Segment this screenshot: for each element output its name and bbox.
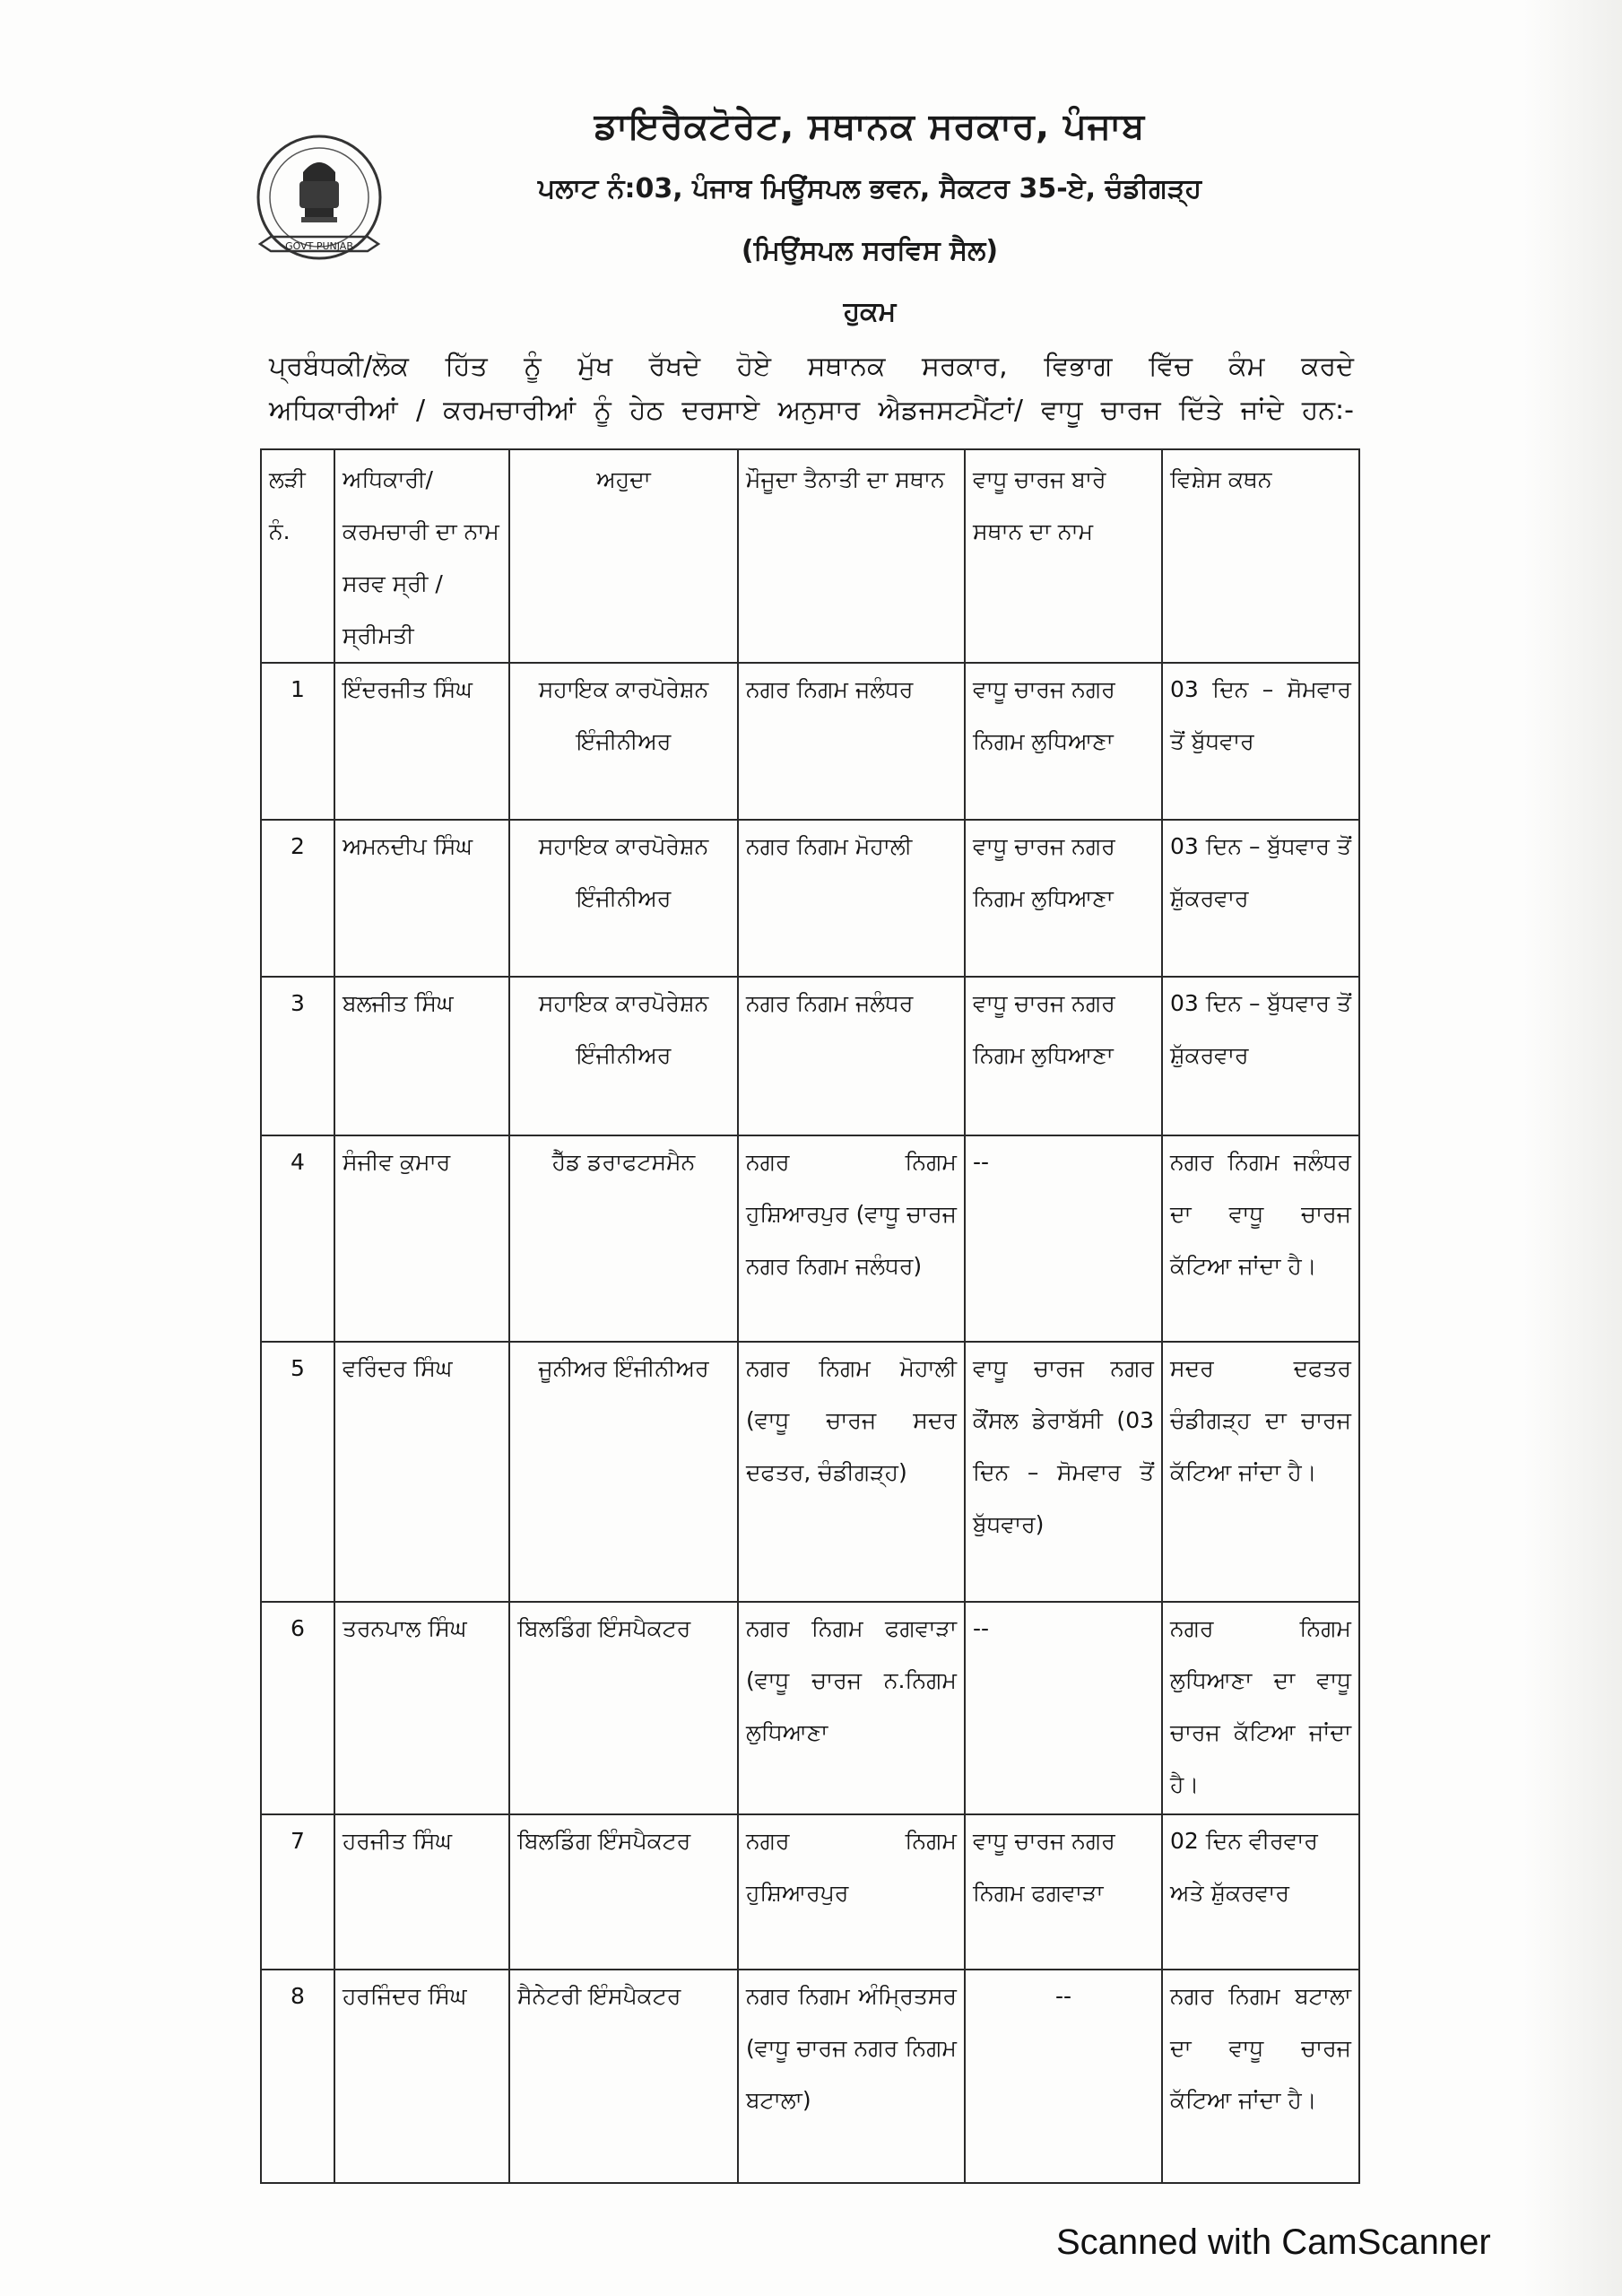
cell-post: ਬਿਲਡਿੰਗ ਇੰਸਪੈਕਟਰ: [509, 1602, 738, 1814]
cell-sr: 6: [261, 1602, 334, 1814]
emblem-text: GOVT PUNJAB: [285, 240, 353, 252]
cell-post: ਹੈੱਡ ਡਰਾਫਟਸਮੈਨ: [509, 1135, 738, 1342]
cell-sr: 4: [261, 1135, 334, 1342]
remarks-text: 03 ਦਿਨ – ਬੁੱਧਵਾਰ ਤੋਂ ਸ਼ੁੱਕਰਵਾਰ: [1170, 833, 1351, 911]
header-remarks: ਵਿਸ਼ੇਸ ਕਥਨ: [1162, 449, 1359, 663]
cell-name: ਇੰਦਰਜੀਤ ਸਿੰਘ: [334, 663, 509, 820]
cell-name: ਵਰਿੰਦਰ ਸਿੰਘ: [334, 1342, 509, 1602]
cell-remarks: 02 ਦਿਨ ਵੀਰਵਾਰ ਅਤੇ ਸ਼ੁੱਕਰਵਾਰ: [1162, 1814, 1359, 1970]
cell-sr: 2: [261, 820, 334, 977]
cell-post: ਬਿਲਡਿੰਗ ਇੰਸਪੈਕਟਰ: [509, 1814, 738, 1970]
table-row: [261, 1342, 1359, 1602]
header-sr: ਲੜੀ ਨੰ.: [261, 449, 334, 663]
cell-post: ਸੈਨੇਟਰੀ ਇੰਸਪੈਕਟਰ: [509, 1970, 738, 2183]
remarks-text: ਨਗਰ ਨਿਗਮ ਲੁਧਿਆਣਾ ਦਾ ਵਾਧੂ ਚਾਰਜ ਕੱਟਿਆ ਜਾਂਦਾ ਹੈ।: [1170, 1615, 1351, 1797]
extra-text: ਵਾਧੂ ਚਾਰਜ ਨਗਰ ਕੌਂਸਲ ਡੇਰਾਬੱਸੀ (03 ਦਿਨ – ਸੋਮਵਾਰ ਤੋਂ ਬੁੱਧਵਾਰ): [973, 1355, 1154, 1537]
cell-current: [738, 1135, 965, 1342]
state-emblem-icon: [240, 126, 398, 296]
cell-remarks: [1162, 1342, 1359, 1602]
cell-name: ਤਰਨਪਾਲ ਸਿੰਘ: [334, 1602, 509, 1814]
cell-current: ਨਗਰ ਨਿਗਮ ਜਲੰਧਰ: [738, 663, 965, 820]
page-title: ਡਾਇਰੈਕਟੋਰੇਟ, ਸਥਾਨਕ ਸਰਕਾਰ, ਪੰਜਾਬ: [594, 106, 1146, 147]
table-row: [261, 1135, 1359, 1342]
intro-line-2: ਅਧਿਕਾਰੀਆਂ / ਕਰਮਚਾਰੀਆਂ ਨੂੰ ਹੇਠ ਦਰਸਾਏ ਅਨੁਸਾਰ ਐਡਜਸਟਮੈਂਟਾਂ/ ਵਾਧੂ ਚਾਰਜ ਦਿੱਤੇ ਜਾਂਦੇ ਹਨ:-: [269, 395, 1354, 426]
cell-name: ਹਰਜਿੰਦਰ ਸਿੰਘ: [334, 1970, 509, 2183]
cell-current: [738, 1342, 965, 1602]
current-text: ਨਗਰ ਨਿਗਮ ਹੁਸ਼ਿਆਰਪੁਰ: [746, 1828, 957, 1906]
table-row: [261, 820, 1359, 977]
table-header-row: [261, 449, 1359, 663]
header-current: ਮੌਜੂਦਾ ਤੈਨਾਤੀ ਦਾ ਸਥਾਨ: [738, 449, 965, 663]
cell-current: ਨਗਰ ਨਿਗਮ ਜਲੰਧਰ: [738, 977, 965, 1135]
camscanner-watermark: Scanned with CamScanner: [1056, 2222, 1491, 2262]
remarks-text: ਸਦਰ ਦਫਤਰ ਚੰਡੀਗੜ੍ਹ ਦਾ ਚਾਰਜ ਕੱਟਿਆ ਜਾਂਦਾ ਹੈ।: [1170, 1355, 1351, 1485]
cell-sr: 1: [261, 663, 334, 820]
cell-current: [738, 1602, 965, 1814]
cell-extra: --: [965, 1970, 1162, 2183]
cell-name: ਅਮਨਦੀਪ ਸਿੰਘ: [334, 820, 509, 977]
intro-line-1: ਪ੍ਰਬੰਧਕੀ/ਲੋਕ ਹਿੱਤ ਨੂੰ ਮੁੱਖ ਰੱਖਦੇ ਹੋਏ ਸਥਾਨਕ ਸਰਕਾਰ, ਵਿਭਾਗ ਵਿੱਚ ਕੰਮ ਕਰਦੇ: [269, 351, 1354, 382]
cell-extra: ਵਾਧੂ ਚਾਰਜ ਨਗਰ ਨਿਗਮ ਲੁਧਿਆਣਾ: [965, 663, 1162, 820]
current-text: ਨਗਰ ਨਿਗਮ ਹੁਸ਼ਿਆਰਪੁਰ (ਵਾਧੂ ਚਾਰਜ ਨਗਰ ਨਿਗਮ ਜਲੰਧਰ): [746, 1149, 957, 1279]
cell-name: ਸੰਜੀਵ ਕੁਮਾਰ: [334, 1135, 509, 1342]
cell-post: ਸਹਾਇਕ ਕਾਰਪੋਰੇਸ਼ਨ ਇੰਜੀਨੀਅਰ: [509, 820, 738, 977]
header-extra: ਵਾਧੂ ਚਾਰਜ ਬਾਰੇ ਸਥਾਨ ਦਾ ਨਾਮ: [965, 449, 1162, 663]
table-row: [261, 1970, 1359, 2183]
cell-current: ਨਗਰ ਨਿਗਮ ਮੋਹਾਲੀ: [738, 820, 965, 977]
remarks-text: 03 ਦਿਨ – ਸੋਮਵਾਰ ਤੋਂ ਬੁੱਧਵਾਰ: [1170, 676, 1351, 754]
current-text: ਨਗਰ ਨਿਗਮ ਫਗਵਾੜਾ (ਵਾਧੂ ਚਾਰਜ ਨ.ਨਿਗਮ ਲੁਧਿਆਣਾ: [746, 1615, 957, 1745]
cell-sr: 5: [261, 1342, 334, 1602]
cell-remarks: [1162, 1970, 1359, 2183]
cell-current: [738, 1814, 965, 1970]
remarks-text: ਨਗਰ ਨਿਗਮ ਜਲੰਧਰ ਦਾ ਵਾਧੂ ਚਾਰਜ ਕੱਟਿਆ ਜਾਂਦਾ ਹੈ।: [1170, 1149, 1351, 1279]
current-text: ਨਗਰ ਨਿਗਮ ਅੰਮ੍ਰਿਤਸਰ (ਵਾਧੂ ਚਾਰਜ ਨਗਰ ਨਿਗਮ ਬਟਾਲਾ): [746, 1983, 957, 2113]
cell-extra: ਵਾਧੂ ਚਾਰਜ ਨਗਰ ਨਿਗਮ ਲੁਧਿਆਣਾ: [965, 820, 1162, 977]
table-row: [261, 1814, 1359, 1970]
cell-extra: ਵਾਧੂ ਚਾਰਜ ਨਗਰ ਨਿਗਮ ਫਗਵਾੜਾ: [965, 1814, 1162, 1970]
cell-remarks: [1162, 820, 1359, 977]
header-name: ਅਧਿਕਾਰੀ/ ਕਰਮਚਾਰੀ ਦਾ ਨਾਮ ਸਰਵ ਸ੍ਰੀ /ਸ੍ਰੀਮਤੀ: [334, 449, 509, 663]
cell-post: ਸਹਾਇਕ ਕਾਰਪੋਰੇਸ਼ਨ ਇੰਜੀਨੀਅਰ: [509, 663, 738, 820]
table-row: [261, 977, 1359, 1135]
scan-edge-shadow: [1523, 0, 1622, 2296]
cell-sr: 8: [261, 1970, 334, 2183]
table-row: [261, 663, 1359, 820]
cell-extra: [965, 1342, 1162, 1602]
cell-current: [738, 1970, 965, 2183]
order-heading: ਹੁਕਮ: [843, 296, 897, 327]
cell-post: ਸਹਾਇਕ ਕਾਰਪੋਰੇਸ਼ਨ ਇੰਜੀਨੀਅਰ: [509, 977, 738, 1135]
cell-post: ਜੂਨੀਅਰ ਇੰਜੀਨੀਅਰ: [509, 1342, 738, 1602]
cell-name: ਹਰਜੀਤ ਸਿੰਘ: [334, 1814, 509, 1970]
office-address: ਪਲਾਟ ਨੰ:03, ਪੰਜਾਬ ਮਿਊਂਸਪਲ ਭਵਨ, ਸੈਕਟਰ 35-ਏ, ਚੰਡੀਗੜ੍ਹ: [537, 173, 1202, 204]
cell-remarks: [1162, 1602, 1359, 1814]
cell-extra: ਵਾਧੂ ਚਾਰਜ ਨਗਰ ਨਿਗਮ ਲੁਧਿਆਣਾ: [965, 977, 1162, 1135]
current-text: ਨਗਰ ਨਿਗਮ ਮੋਹਾਲੀ (ਵਾਧੂ ਚਾਰਜ ਸਦਰ ਦਫਤਰ, ਚੰਡੀਗੜ੍ਹ): [746, 1355, 957, 1485]
cell-sr: 7: [261, 1814, 334, 1970]
cell-extra: --: [965, 1602, 1162, 1814]
remarks-text: ਨਗਰ ਨਿਗਮ ਬਟਾਲਾ ਦਾ ਵਾਧੂ ਚਾਰਜ ਕੱਟਿਆ ਜਾਂਦਾ ਹੈ।: [1170, 1983, 1351, 2113]
cell-remarks: [1162, 977, 1359, 1135]
header-post: ਅਹੁਦਾ: [509, 449, 738, 663]
cell-extra: --: [965, 1135, 1162, 1342]
table-row: [261, 1602, 1359, 1814]
remarks-text: 03 ਦਿਨ – ਬੁੱਧਵਾਰ ਤੋਂ ਸ਼ੁੱਕਰਵਾਰ: [1170, 990, 1351, 1068]
cell-name: ਬਲਜੀਤ ਸਿੰਘ: [334, 977, 509, 1135]
cell-remarks: [1162, 1135, 1359, 1342]
cell-name: (ਮਿਉਂਸਪਲ ਸਰਵਿਸ ਸੈਲ): [741, 235, 999, 266]
cell-sr: 3: [261, 977, 334, 1135]
cell-remarks: [1162, 663, 1359, 820]
orders-table: [260, 448, 1360, 2184]
